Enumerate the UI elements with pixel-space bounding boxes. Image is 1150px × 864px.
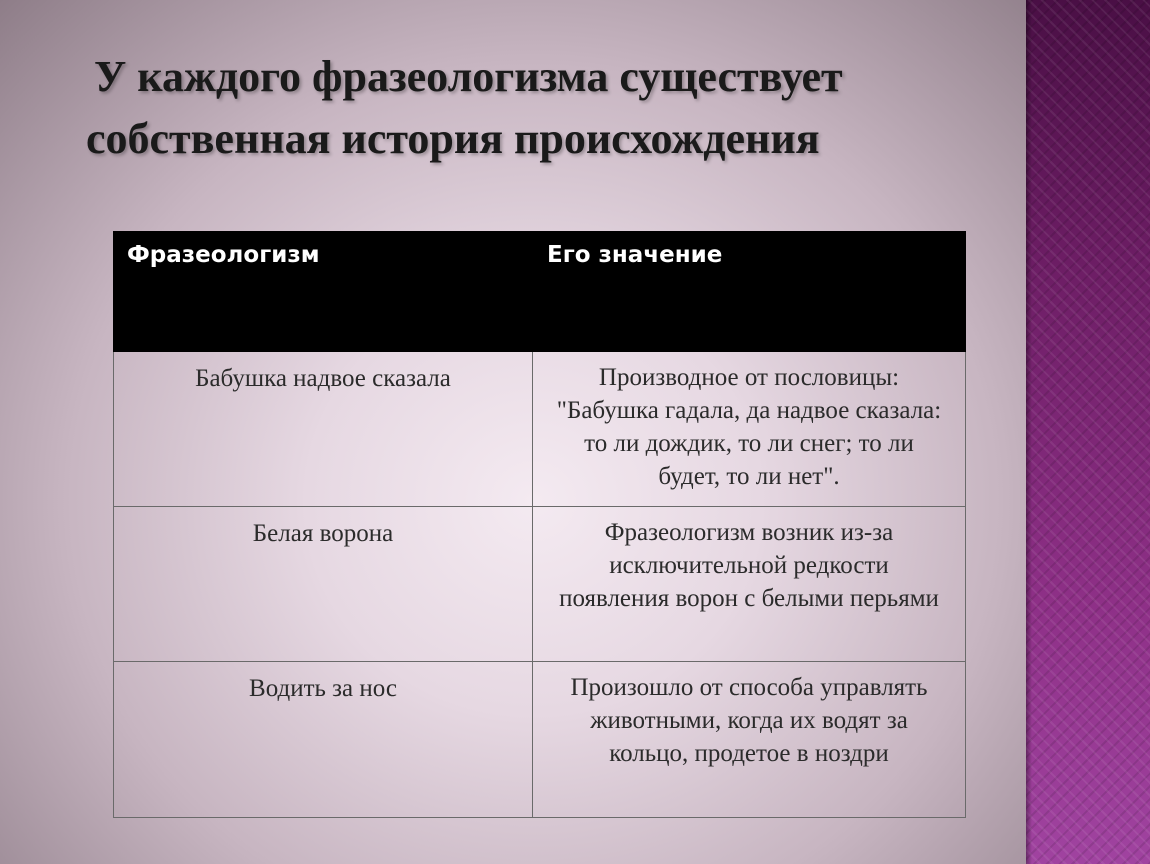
table-row [114, 662, 966, 818]
phrase-cell: Белая ворона [114, 507, 533, 662]
side-band-shadow [1026, 0, 1032, 864]
slide-title-line-1: У каждого фразеологизма существует [94, 52, 843, 101]
table-header-row [114, 232, 966, 352]
slide-title-line-2: собственная история происхождения [86, 114, 820, 163]
meaning-cell: Фразеологизм возник из-за исключительной редкости появления ворон с белыми перьями [533, 507, 966, 662]
slide-title [86, 46, 1006, 170]
phraseology-table [113, 231, 966, 818]
header-meaning: Его значение [533, 232, 966, 352]
meaning-cell: Произошло от способа управлять животными, когда их водят за кольцо, продетое в ноздри [533, 662, 966, 818]
phrase-cell: Бабушка надвое сказала [114, 352, 533, 507]
table-row [114, 507, 966, 662]
meaning-cell: Производное от пословицы: "Бабушка гадала, да надвое сказала: то ли дождик, то ли снег; то ли будет, то ли нет". [533, 352, 966, 507]
table-row [114, 352, 966, 507]
decorative-side-band [1026, 0, 1150, 864]
header-phrase: Фразеологизм [114, 232, 533, 352]
phrase-cell: Водить за нос [114, 662, 533, 818]
